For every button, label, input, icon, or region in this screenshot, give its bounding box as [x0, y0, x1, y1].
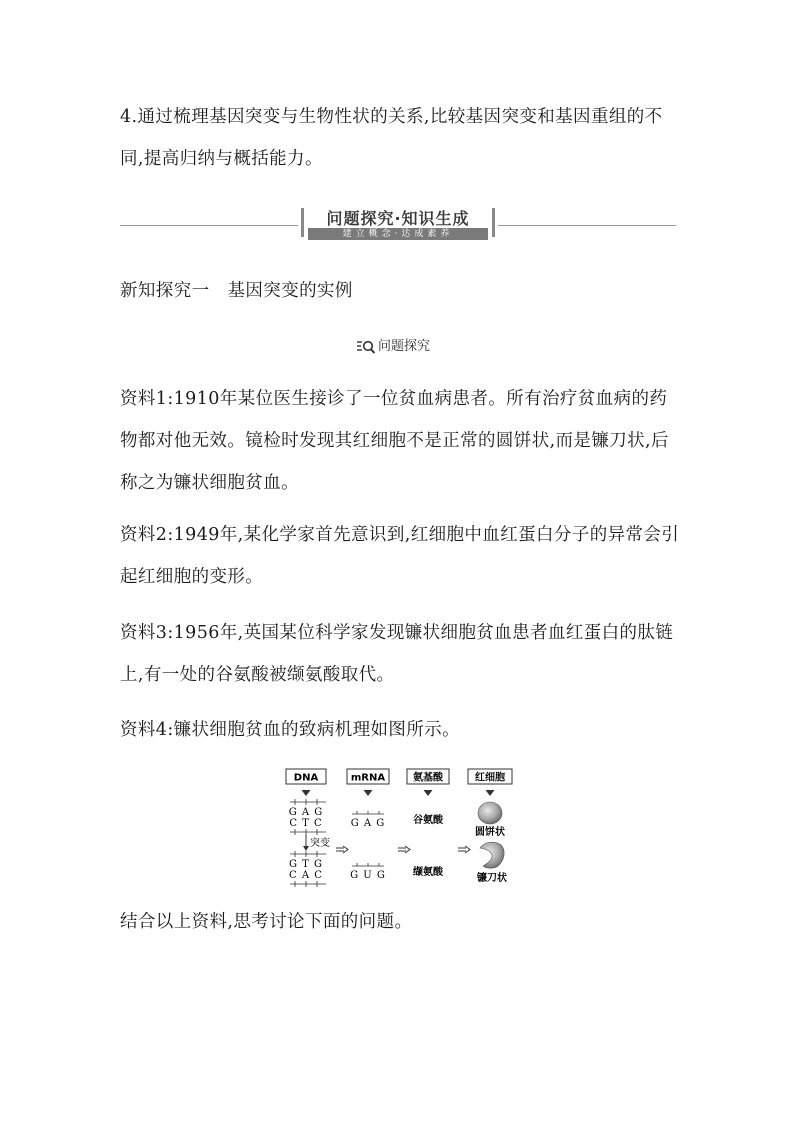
section-heading	[120, 276, 353, 306]
material-1: 资料1:1910年某位医生接诊了一位贫血病患者。所有治疗贫血病的药物都对他无效。镜检时发现其红细胞不是正常的圆饼状,而是镰刀状,后称之为镰状细胞贫血。	[120, 389, 669, 493]
header-amino-acid	[407, 769, 449, 784]
round-cell-icon	[478, 802, 502, 824]
sickle-cell-mechanism-diagram	[280, 766, 520, 890]
material-3: 资料3:1956年,英国某位科学家发现镰状细胞贫血患者血红蛋白的肽链上,有一处的谷氨酸被缬氨酸取代。	[120, 623, 674, 685]
banner-rule-right	[498, 225, 676, 226]
header-mrna-label: mRNA	[350, 772, 386, 784]
closing-prompt: 结合以上资料,思考讨论下面的问题。	[120, 912, 413, 932]
sickle-cell-icon	[480, 842, 504, 868]
banner-title: 问题探究·知识生成	[326, 209, 470, 228]
mutation-label: 突变	[310, 838, 330, 849]
amino-mutant: 缬氨酸	[413, 867, 443, 878]
banner-rule-left	[120, 225, 298, 226]
cell-mutant-label: 镰刀状	[477, 873, 507, 884]
section-title: 基因突变的实例	[227, 281, 353, 301]
header-red-cell-label: 红细胞	[475, 772, 505, 784]
banner-cap-right	[492, 208, 495, 237]
section-label: 新知探究一	[120, 281, 210, 301]
banner-subtitle: 建立概念·达成素养	[308, 228, 488, 240]
header-dna	[286, 769, 326, 784]
section-banner	[120, 204, 676, 242]
dna-mutant-bottom: C A C	[289, 870, 323, 881]
amino-normal: 谷氨酸	[413, 815, 443, 826]
learning-objective: 4.通过梳理基因突变与生物性状的关系,比较基因突变和基因重组的不同,提高归纳与概括能力。	[120, 107, 663, 169]
header-red-cell	[468, 769, 512, 784]
header-amino-acid-label: 氨基酸	[413, 772, 443, 784]
material-2: 资料2:1949年,某化学家首先意识到,红细胞中血红蛋白分子的异常会引起红细胞的变形。	[120, 525, 680, 587]
mrna-mutant-seq: G U G	[350, 870, 386, 881]
material-4: 资料4:镰状细胞贫血的致病机理如图所示。	[120, 720, 461, 740]
header-dna-label: DNA	[293, 772, 319, 784]
explore-tag-label: 问题探究	[378, 339, 431, 354]
header-down-arrows	[302, 790, 495, 796]
mrna-normal-seq: G A G	[350, 818, 386, 829]
dna-normal-bottom: C T C	[289, 818, 323, 829]
magnifier-icon	[356, 339, 376, 355]
mutation-arrow	[303, 835, 330, 851]
dna-mutant	[289, 851, 326, 887]
cell-normal-label: 圆饼状	[475, 827, 505, 838]
banner-cap-left	[301, 208, 304, 237]
mrna-mutant	[350, 863, 386, 881]
header-mrna	[347, 769, 389, 784]
mrna-normal	[351, 811, 386, 829]
flow-arrows	[336, 846, 470, 853]
dna-normal-top: G A G	[288, 807, 324, 818]
explore-tag	[356, 336, 430, 358]
dna-mutant-top: G T G	[288, 859, 324, 870]
dna-normal	[289, 799, 326, 835]
